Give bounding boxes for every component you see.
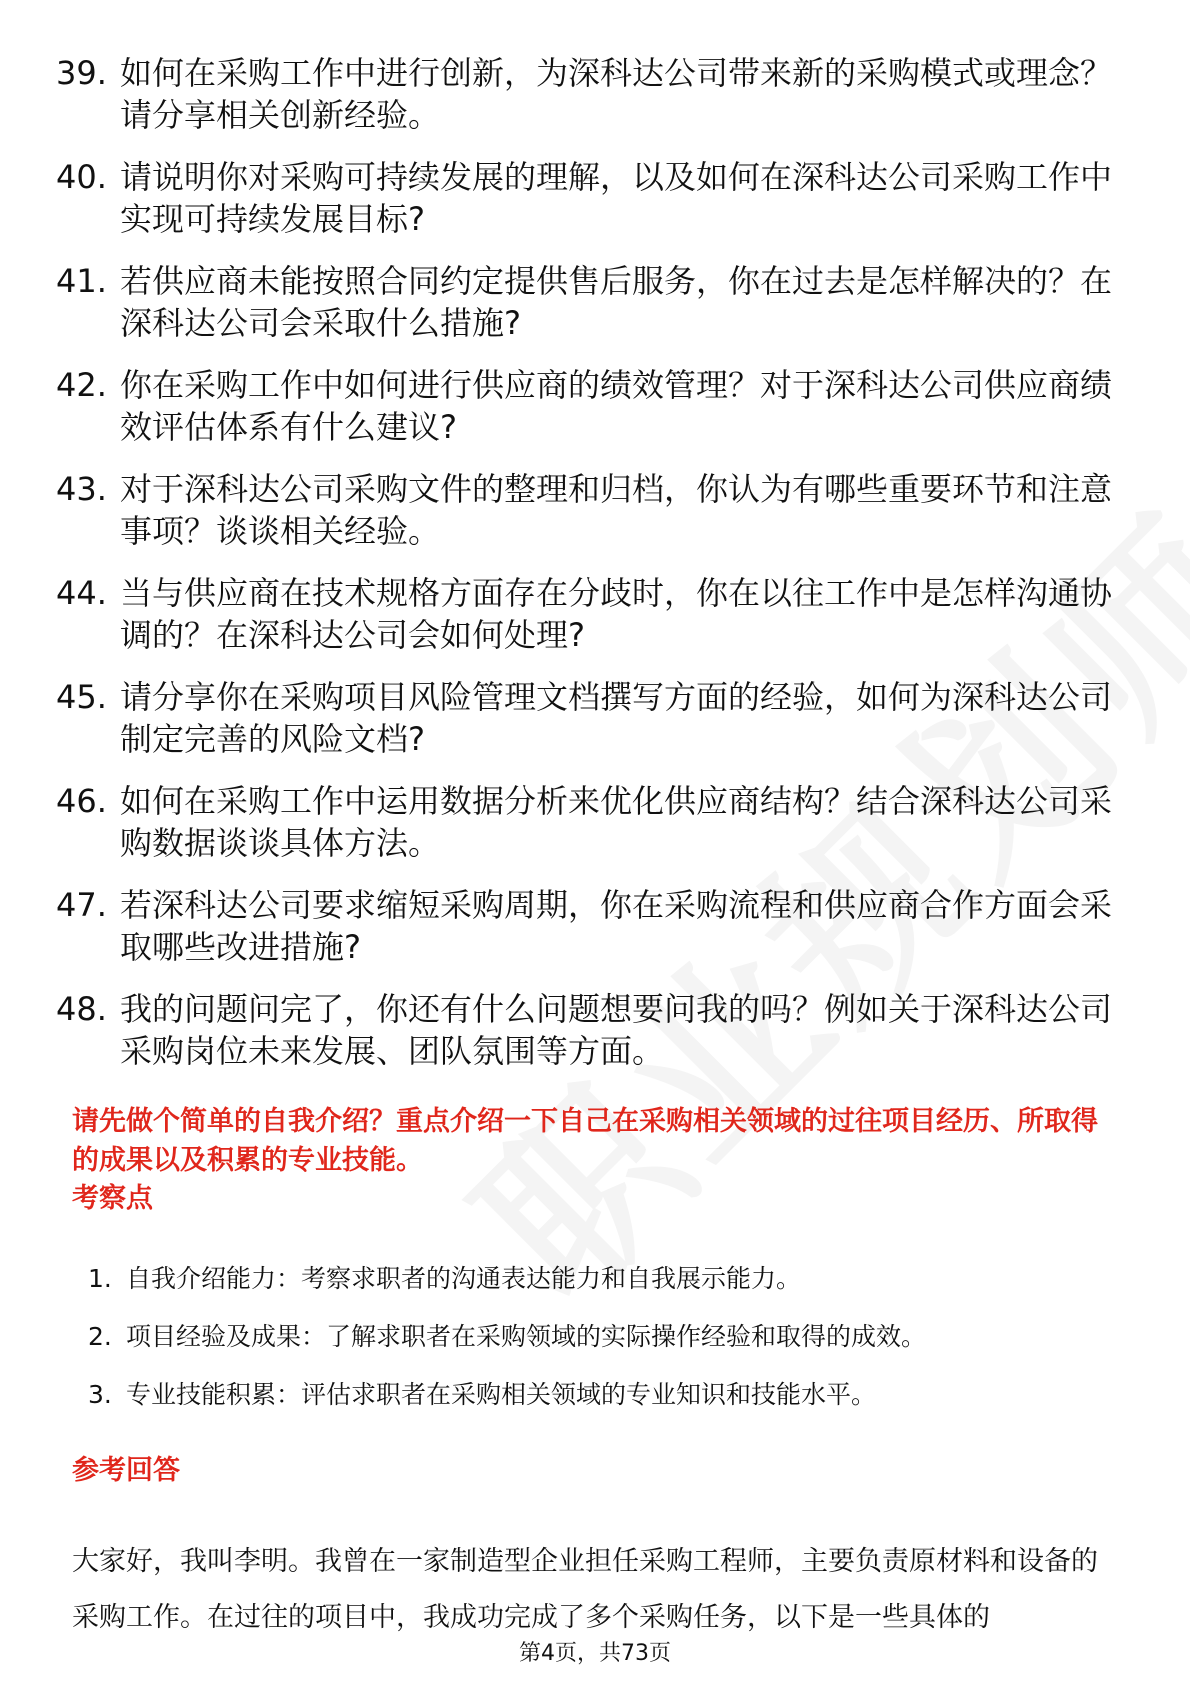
list-item bbox=[56, 364, 1136, 448]
list-item bbox=[56, 780, 1136, 864]
item-number: 41. bbox=[56, 262, 107, 300]
list-item bbox=[56, 468, 1136, 552]
list-item bbox=[88, 1319, 1128, 1355]
item-text: 请分享你在采购项目风险管理文档撰写方面的经验，如何为深科达公司制定完善的风险文档? bbox=[120, 678, 1113, 758]
assessment-title: 考察点 bbox=[72, 1183, 153, 1214]
item-text: 自我介绍能力：考察求职者的沟通表达能力和自我展示能力。 bbox=[126, 1264, 802, 1293]
question-list bbox=[56, 52, 1136, 1092]
list-item bbox=[56, 52, 1136, 136]
list-item bbox=[56, 260, 1136, 344]
list-item bbox=[56, 676, 1136, 760]
item-text: 如何在采购工作中运用数据分析来优化供应商结构？结合深科达公司采购数据谈谈具体方法。 bbox=[120, 782, 1113, 862]
item-text: 当与供应商在技术规格方面存在分歧时，你在以往工作中是怎样沟通协调的？在深科达公司会如何处理? bbox=[120, 574, 1113, 654]
item-text: 若供应商未能按照合同约定提供售后服务，你在过去是怎样解决的？在深科达公司会采取什么措施? bbox=[120, 262, 1113, 342]
item-number: 46. bbox=[56, 782, 107, 820]
item-number: 3. bbox=[88, 1380, 112, 1409]
item-number: 47. bbox=[56, 886, 107, 924]
item-number: 2. bbox=[88, 1322, 112, 1351]
item-text: 我的问题问完了，你还有什么问题想要问我的吗？例如关于深科达公司采购岗位未来发展、团队氛围等方面。 bbox=[120, 990, 1113, 1070]
item-text: 项目经验及成果：了解求职者在采购领域的实际操作经验和取得的成效。 bbox=[126, 1322, 927, 1351]
list-item bbox=[56, 988, 1136, 1072]
item-number: 48. bbox=[56, 990, 107, 1028]
list-item bbox=[88, 1261, 1128, 1297]
list-item bbox=[56, 884, 1136, 968]
list-item bbox=[56, 156, 1136, 240]
page-number: 第4页，共73页 bbox=[519, 1641, 671, 1666]
item-number: 40. bbox=[56, 158, 107, 196]
reference-answer: 大家好，我叫李明。我曾在一家制造型企业担任采购工程师，主要负责原材料和设备的采购工作。在过往的项目中，我成功完成了多个采购任务，以下是一些具体的 bbox=[72, 1546, 1098, 1633]
list-item bbox=[56, 572, 1136, 656]
item-number: 45. bbox=[56, 678, 107, 716]
item-text: 请说明你对采购可持续发展的理解，以及如何在深科达公司采购工作中实现可持续发展目标? bbox=[120, 158, 1113, 238]
item-number: 1. bbox=[88, 1264, 112, 1293]
highlight-question: 请先做个简单的自我介绍？重点介绍一下自己在采购相关领域的过往项目经历、所取得的成果以及积累的专业技能。 bbox=[72, 1106, 1098, 1176]
item-text: 你在采购工作中如何进行供应商的绩效管理？对于深科达公司供应商绩效评估体系有什么建议? bbox=[120, 366, 1113, 446]
item-text: 专业技能积累：评估求职者在采购相关领域的专业知识和技能水平。 bbox=[126, 1380, 877, 1409]
item-text: 对于深科达公司采购文件的整理和归档，你认为有哪些重要环节和注意事项？谈谈相关经验。 bbox=[120, 470, 1113, 550]
item-number: 44. bbox=[56, 574, 107, 612]
item-number: 39. bbox=[56, 54, 107, 92]
assessment-points bbox=[88, 1261, 1128, 1435]
item-number: 42. bbox=[56, 366, 107, 404]
item-number: 43. bbox=[56, 470, 107, 508]
reference-title: 参考回答 bbox=[72, 1455, 180, 1486]
item-text: 如何在采购工作中进行创新，为深科达公司带来新的采购模式或理念？请分享相关创新经验。 bbox=[120, 54, 1113, 134]
item-text: 若深科达公司要求缩短采购周期，你在采购流程和供应商合作方面会采取哪些改进措施? bbox=[120, 886, 1113, 966]
list-item bbox=[88, 1377, 1128, 1413]
